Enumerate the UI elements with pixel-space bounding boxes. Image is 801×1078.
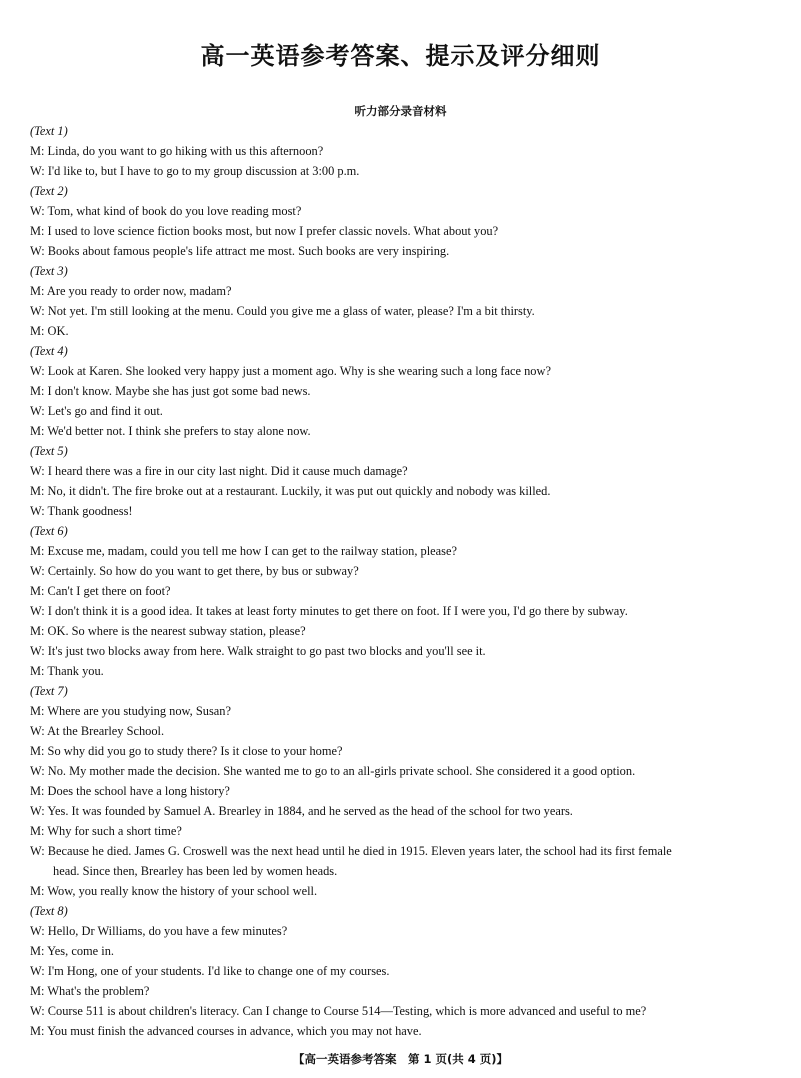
transcript-line: W: Course 511 is about children's literacy. Can I change to Course 514—Testing, which is more advanced and useful to me? [30, 1004, 647, 1018]
transcript-line: W: Thank goodness! [30, 504, 133, 518]
transcript-line: M: Yes, come in. [30, 944, 114, 958]
transcript-line: M: Excuse me, madam, could you tell me how I can get to the railway station, please? [30, 544, 458, 558]
transcript-line: M: No, it didn't. The fire broke out at a restaurant. Luckily, it was put out quickly and nobody was killed. [30, 484, 551, 498]
transcript-line: W: Tom, what kind of book do you love reading most? [30, 204, 302, 218]
transcript-line: W: Certainly. So how do you want to get there, by bus or subway? [30, 564, 359, 578]
text-label: (Text 4) [30, 344, 68, 358]
section-heading: 听力部分录音材料 [354, 104, 447, 118]
transcript-line: W: Hello, Dr Williams, do you have a few minutes? [30, 924, 288, 938]
transcript-line: M: Linda, do you want to go hiking with us this afternoon? [30, 144, 324, 158]
text-label: (Text 2) [30, 184, 68, 198]
transcript-line: M: Can't I get there on foot? [30, 584, 171, 598]
transcript-line: M: I used to love science fiction books most, but now I prefer classic novels. What about you? [30, 224, 499, 238]
transcript-line: W: Let's go and find it out. [30, 404, 163, 418]
transcript-line: W: No. My mother made the decision. She wanted me to go to an all-girls private school. She considered it a good option. [30, 764, 636, 778]
transcript-line: W: Because he died. James G. Croswell was the next head until he died in 1915. Eleven years later, the school had its first female [30, 844, 672, 858]
transcript-line: M: Why for such a short time? [30, 824, 182, 838]
transcript-line: W: I don't think it is a good idea. It takes at least forty minutes to get there on foot. If I were you, I'd go there by subway. [30, 604, 628, 618]
transcript-line: W: At the Brearley School. [30, 724, 165, 738]
transcript-line: M: Where are you studying now, Susan? [30, 704, 231, 718]
transcript-body [30, 121, 775, 1041]
text-label: (Text 3) [30, 264, 68, 278]
transcript-line: M: What's the problem? [30, 984, 150, 998]
text-label: (Text 6) [30, 524, 68, 538]
transcript-line: M: OK. [30, 324, 69, 338]
text-label: (Text 8) [30, 904, 68, 918]
transcript-line: W: Books about famous people's life attract me most. Such books are very inspiring. [30, 244, 450, 258]
transcript-line: head. Since then, Brearley has been led by women heads. [53, 864, 338, 878]
transcript-line: M: OK. So where is the nearest subway station, please? [30, 624, 306, 638]
transcript-line: M: Are you ready to order now, madam? [30, 284, 232, 298]
transcript-line: W: I'm Hong, one of your students. I'd like to change one of my courses. [30, 964, 390, 978]
transcript-line: M: Wow, you really know the history of your school well. [30, 884, 318, 898]
transcript-line: M: You must finish the advanced courses in advance, which you may not have. [30, 1024, 422, 1038]
transcript-line: W: Not yet. I'm still looking at the menu. Could you give me a glass of water, please? I'm a bit thirsty. [30, 304, 535, 318]
page-footer: 【高一英语参考答案 第 1 页(共 4 页)】 [292, 1052, 509, 1066]
transcript-line: W: It's just two blocks away from here. Walk straight to go past two blocks and you'll see it. [30, 644, 486, 658]
transcript-line: W: I'd like to, but I have to go to my group discussion at 3:00 p.m. [30, 164, 360, 178]
text-label: (Text 7) [30, 684, 68, 698]
transcript-line: M: We'd better not. I think she prefers to stay alone now. [30, 424, 311, 438]
transcript-line: M: Does the school have a long history? [30, 784, 230, 798]
page-title: 高一英语参考答案、提示及评分细则 [200, 42, 601, 70]
transcript-line: M: So why did you go to study there? Is it close to your home? [30, 744, 343, 758]
text-label: (Text 1) [30, 124, 68, 138]
text-label: (Text 5) [30, 444, 68, 458]
transcript-line: W: I heard there was a fire in our city last night. Did it cause much damage? [30, 464, 408, 478]
transcript-line: M: Thank you. [30, 664, 104, 678]
transcript-line: W: Look at Karen. She looked very happy just a moment ago. Why is she wearing such a long face now? [30, 364, 551, 378]
transcript-line: M: I don't know. Maybe she has just got some bad news. [30, 384, 311, 398]
transcript-line: W: Yes. It was founded by Samuel A. Brearley in 1884, and he served as the head of the school for two years. [30, 804, 573, 818]
